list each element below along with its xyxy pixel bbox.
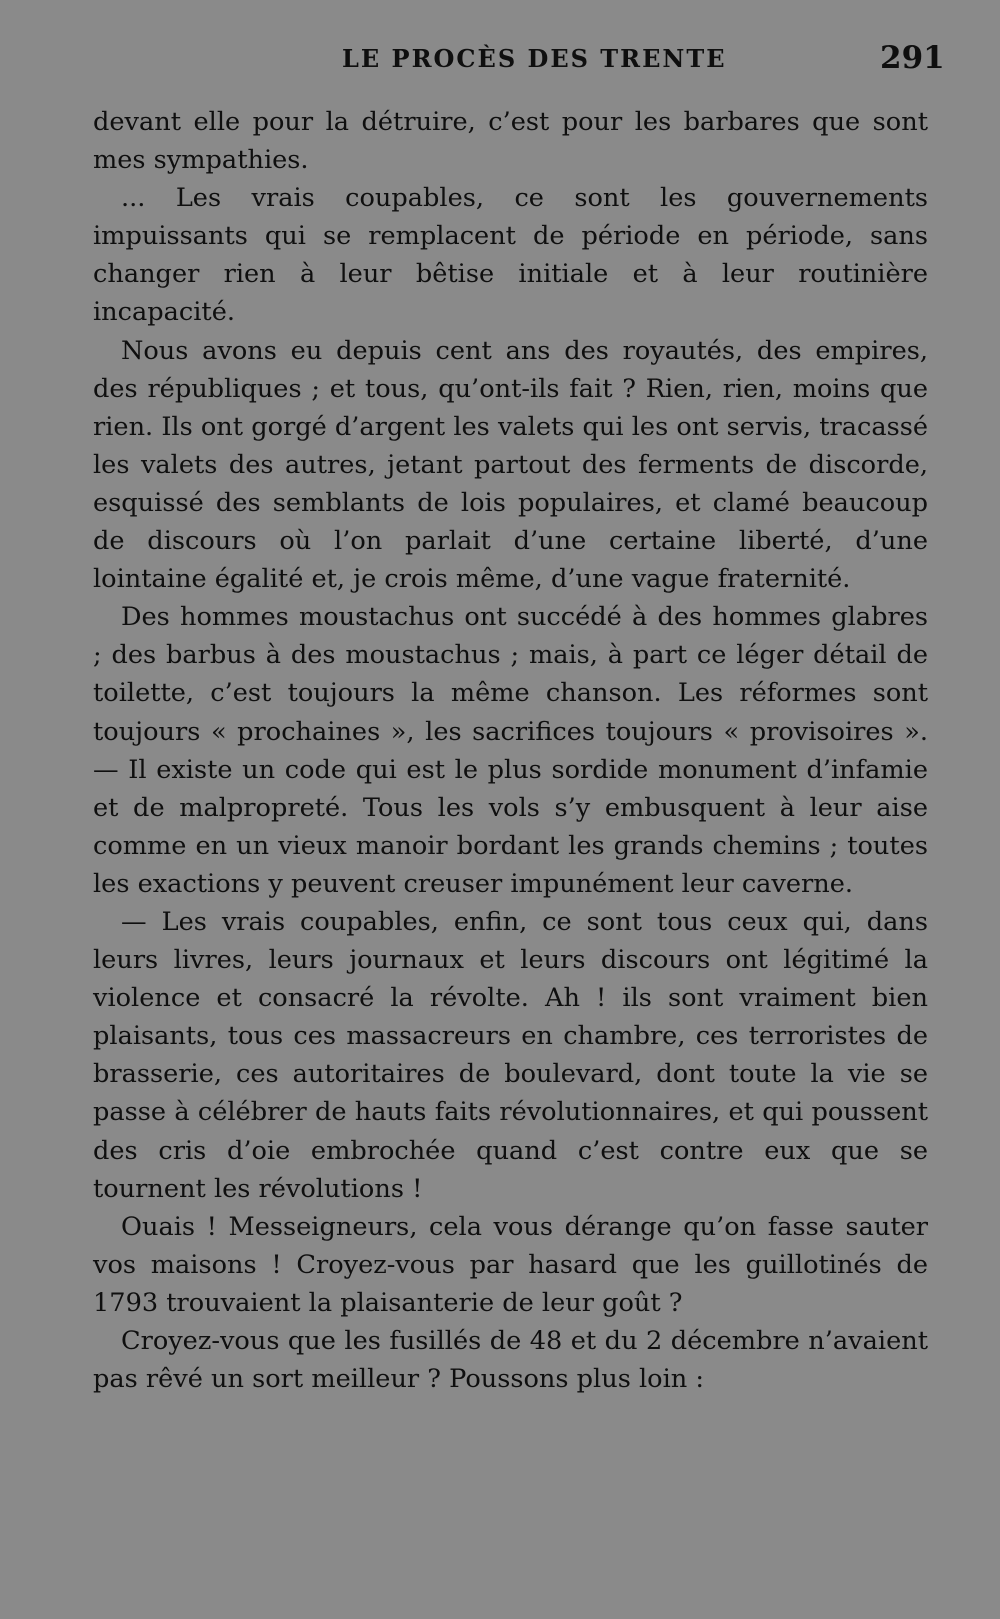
paragraph: Des hommes moustachus ont succédé à des hommes glabres ; des barbus à des moustachus ; mais, à part ce léger détail de toilette, c’est toujours la même chanson. Les réformes sont toujours « prochaines », les sacrifices toujours « provisoires ». — Il existe un code qui est le plus sordide monument d’infamie et de malpropreté. Tous les vols s’y embusquent à leur aise comme en un vieux manoir bordant les grands chemins ; toutes les exactions y peuvent creuser impunément leur caverne.: [93, 602, 928, 899]
running-title: LE PROCÈS DES TRENTE: [342, 44, 727, 73]
page-number: 291: [880, 40, 945, 76]
paragraph: ... Les vrais coupables, ce sont les gouvernements impuissants qui se remplacent de période en période, sans changer rien à leur bêtise initiale et à leur routinière incapacité.: [93, 183, 928, 328]
paragraph: — Les vrais coupables, enfin, ce sont tous ceux qui, dans leurs livres, leurs journaux et leurs discours ont légitimé la violence et consacré la révolte. Ah ! ils sont vraiment bien plaisants, tous ces massacreurs en chambre, ces terroristes de brasserie, ces autoritaires de boulevard, dont toute la vie se passe à célébrer de hauts faits révolutionnaires, et qui poussent des cris d’oie embrochée quand c’est contre eux que se tournent les révolutions !: [93, 906, 928, 1204]
paragraph: Ouais ! Messeigneurs, cela vous dérange qu’on fasse sauter vos maisons ! Croyez-vous par hasard que les guillotinés de 1793 trouvaient la plaisanterie de leur goût ?: [93, 1211, 928, 1318]
body-text: [93, 103, 928, 1398]
paragraph: Croyez-vous que les fusillés de 48 et du 2 décembre n’avaient pas rêvé un sort meilleur ? Poussons plus loin :: [93, 1326, 928, 1395]
paragraph: Nous avons eu depuis cent ans des royautés, des empires, des républiques ; et tous, qu’ont-ils fait ? Rien, rien, moins que rien. Ils ont gorgé d’argent les valets qui les ont servis, tracassé les valets des autres, jetant partout des ferments de discorde, esquissé des semblants de lois populaires, et clamé beaucoup de discours où l’on parlait d’une certaine liberté, d’une lointaine égalité et, je crois même, d’une vague fraternité.: [93, 335, 928, 595]
paragraph: devant elle pour la détruire, c’est pour les barbares que sont mes sympathies.: [93, 107, 928, 176]
running-head: [0, 40, 1000, 80]
